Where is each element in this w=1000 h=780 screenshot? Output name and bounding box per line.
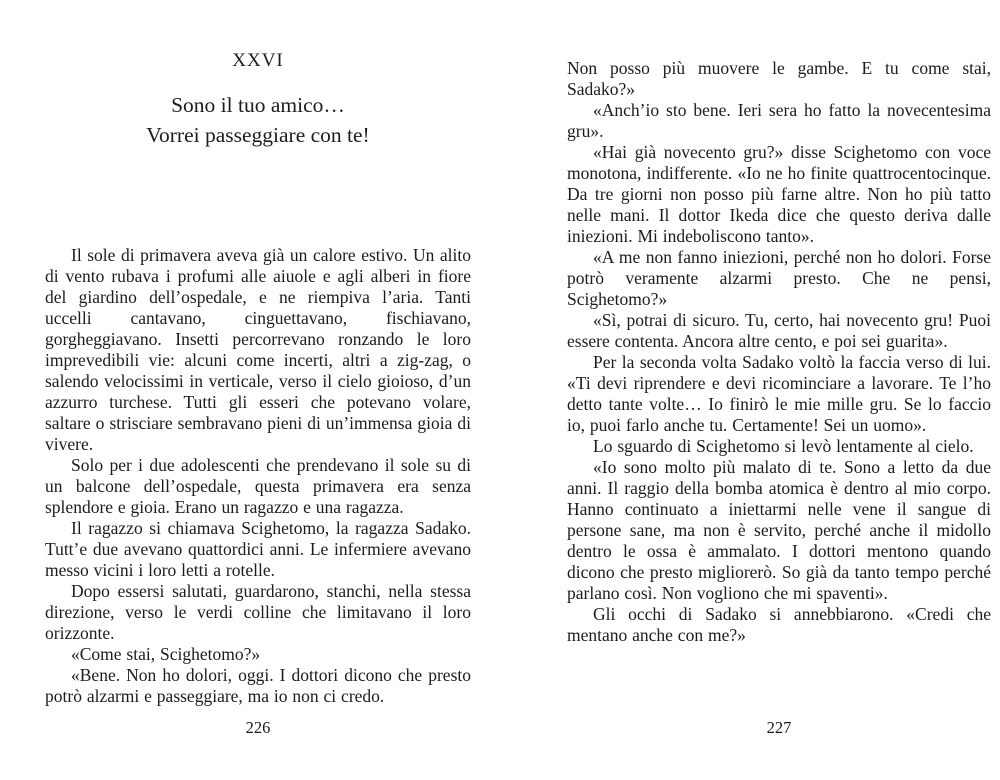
paragraph: Non posso più muovere le gambe. E tu come stai, Sadako?» [567,58,991,99]
paragraph: «Anch’io sto bene. Ieri sera ho fatto la novecentesima gru». [567,100,991,141]
right-page-number: 227 [766,718,792,737]
left-page-number: 226 [245,718,271,737]
paragraph: «Sì, potrai di sicuro. Tu, certo, hai novecento gru! Puoi essere contenta. Ancora altre cento, e poi sei guarita». [567,310,991,351]
paragraph: Lo sguardo di Scighetomo si levò lentamente al cielo. [593,436,974,456]
paragraph: «Hai già novecento gru?» disse Scighetomo con voce monotona, indifferente. «Io ne ho finite quattrocentocinque. Da tre giorni non posso più farne altre. Non ho più tatto nelle mani. Il dottor Ikeda dice che questo deriva dalle iniezioni. Mi indeboliscono tanto». [567,142,991,246]
paragraph: «Bene. Non ho dolori, oggi. I dottori dicono che presto potrò alzarmi e passeggiare, ma io non ci credo. [45,665,471,706]
chapter-title [45,90,471,150]
paragraph: Solo per i due adolescenti che prendevano il sole su di un balcone dell’ospedale, questa primavera era senza splendore e gioia. Erano un ragazzo e una ragazza. [45,455,471,517]
right-page [567,0,991,780]
chapter-title-line-2: Vorrei passeggiare con te! [146,123,370,147]
left-text-block [45,245,471,707]
paragraph: Dopo essersi salutati, guardarono, stanchi, nella stessa direzione, verso le verdi colline che limitavano il loro orizzonte. [45,581,471,643]
paragraph: Il ragazzo si chiamava Scighetomo, la ragazza Sadako. Tutt’e due avevano quattordici anni. Le infermiere avevano messo vicini i loro letti a rotelle. [45,518,471,580]
right-text-block [567,58,991,646]
left-page [45,0,471,780]
paragraph: Gli occhi di Sadako si annebbiarono. «Credi che mentano anche con me?» [567,604,991,645]
paragraph: Per la seconda volta Sadako voltò la faccia verso di lui. «Ti devi riprendere e devi ricominciare a lavorare. Te l’ho detto tante volte… Io finirò le mie mille gru. Se lo faccio io, puoi farlo anche tu. Certamente! Sei un uomo». [567,352,991,435]
chapter-title-line-1: Sono il tuo amico… [171,93,345,117]
chapter-number: XXVI [232,50,284,71]
paragraph: «Io sono molto più malato di te. Sono a letto da due anni. Il raggio della bomba atomica è dentro al mio corpo. Hanno continuato a iniettarmi nelle vene il sangue di persone sane, ma non è servito, perché anche il midollo dentro le ossa è ammalato. I dottori mentono quando dicono che presto migliorerò. So già da tanto tempo perché parlano così. Non vogliono che mi spaventi». [567,457,991,603]
paragraph: «Come stai, Scighetomo?» [71,644,261,664]
paragraph: «A me non fanno iniezioni, perché non ho dolori. Forse potrò veramente alzarmi presto. Che ne pensi, Scighetomo?» [567,247,991,309]
paragraph: Il sole di primavera aveva già un calore estivo. Un alito di vento rubava i profumi alle aiuole e agli alberi in fiore del giardino dell’ospedale, e ne riempiva l’aria. Tanti uccelli cantavano, cinguettavano, fischiavano, gorgheggiavano. Insetti percorrevano ronzando le loro imprevedibili vie: alcuni come incerti, altri a zig-zag, o salendo velocissimi in verticale, verso il cielo gioioso, d’un azzurro turchese. Tutti gli esseri che potevano volare, saltare o strisciare sembravano pieni di un’immensa gioia di vivere. [45,245,471,454]
